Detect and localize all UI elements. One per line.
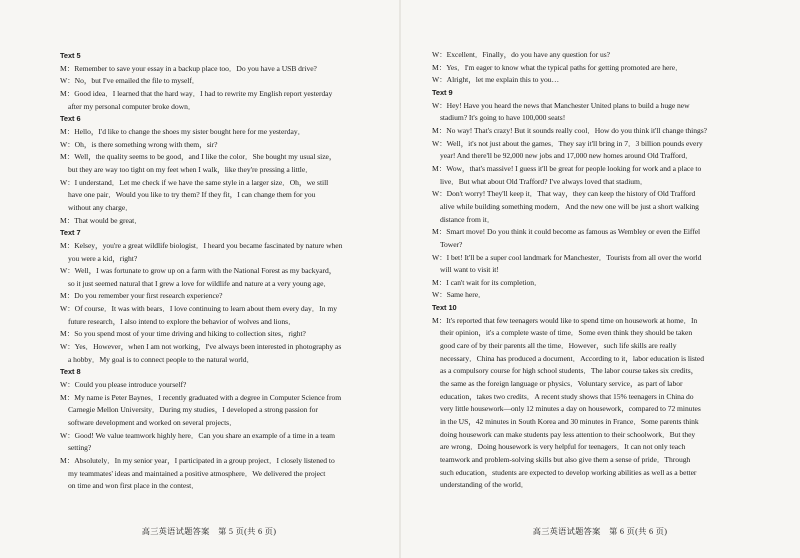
transcript-line: their opinion，it's a complete waste of time．Some even think they should be taken xyxy=(440,328,693,338)
transcript-line: M：Do you remember your first research experience? xyxy=(60,291,223,301)
transcript-line: education，takes two credits．A recent study shows that 15% teenagers in China do xyxy=(440,391,694,401)
right-page-footer: 高三英语试题答案 第 6 页(共 6 页) xyxy=(532,527,668,536)
transcript-line: W：Alright，let me explain this to you… xyxy=(432,75,560,85)
transcript-line: understanding of the world． xyxy=(440,480,529,490)
transcript-line: M：No way! That's crazy! But it sounds really cool．How do you think it'll change things? xyxy=(432,125,707,135)
transcript-line: the same as the foreign language or physics．Voluntary service，as part of labor xyxy=(440,379,683,389)
transcript-line: M：Good idea．I learned that the hard way．I had to rewrite my English report yesterday xyxy=(60,88,333,98)
transcript-line: my teammates' ideas and maintained a positive atmosphere．We delivered the project xyxy=(68,468,326,478)
transcript-line: live．But what about Old Trafford? I've always loved that stadium． xyxy=(440,176,648,186)
transcript-line: M：I can't wait for its completion． xyxy=(432,277,542,287)
transcript-line: setting? xyxy=(68,443,92,453)
right-page xyxy=(400,0,800,558)
transcript-line: good care of by their parents all the time．However，such life skills are really xyxy=(440,341,677,351)
transcript-line: M：That would be great． xyxy=(60,215,142,225)
transcript-line: W：I understand．Let me check if we have the same style in a larger size．Oh，we still xyxy=(60,177,329,187)
transcript-line: M：It's reported that few teenagers would like to spend time on housework at home．In xyxy=(432,315,698,325)
transcript-line: W：Yes．However，when I am not working，I've always been interested in photography as xyxy=(60,342,342,352)
transcript-line: M：Hello，I'd like to change the shoes my sister bought here for me yesterday． xyxy=(60,126,306,136)
transcript-line: will want to visit it! xyxy=(440,265,499,275)
transcript-line: W：Oh，is there something wrong with them，sir? xyxy=(60,139,218,149)
section-heading: Text 7 xyxy=(60,228,81,238)
transcript-line: M：Remember to save your essay in a backup place too．Do you have a USB drive? xyxy=(60,63,317,73)
transcript-line: distance from it． xyxy=(440,214,495,224)
transcript-line: M：Smart move! Do you think it could become as famous as Wembley or even the Eiffel xyxy=(432,227,701,237)
transcript-line: M：My name is Peter Baynes．I recently graduated with a degree in Computer Science from xyxy=(60,392,342,402)
right-page-text xyxy=(432,49,764,492)
transcript-line: in the US，42 minutes in South Korea and 30 minutes in France．Some parents think xyxy=(440,417,699,427)
transcript-line: such education，students are expected to develop working abilities as well as a better xyxy=(440,467,697,477)
transcript-line: W：Excellent．Finally，do you have any question for us? xyxy=(432,50,610,59)
transcript-line: W：Well，it's not just about the games．They say it'll bring in 7．3 billion pounds every xyxy=(432,138,703,148)
transcript-line: W：Hey! Have you heard the news that Manchester United plans to build a huge new xyxy=(432,100,690,110)
transcript-line: are wrong．Doing housework is very helpful for teenagers．It can not only teach xyxy=(440,442,686,452)
left-page-footer: 高三英语试题答案 第 5 页(共 6 页) xyxy=(141,527,277,536)
transcript-line: M：Kelsey，you're a great wildlife biologist．I heard you became fascinated by nature when xyxy=(60,240,343,250)
transcript-line: as a compulsory course for high school students．The labor course takes six credits， xyxy=(440,366,699,376)
transcript-line: future research，I also intend to explore the behavior of wolves and lions． xyxy=(68,316,296,326)
transcript-line: Carnegie Mellon University．During my studies，I developed a strong passion for xyxy=(68,405,318,415)
transcript-line: W：No，but I've emailed the file to myself． xyxy=(60,76,200,86)
transcript-line: but they are way too tight on my feet when I walk，like they're pressing a little． xyxy=(68,164,313,174)
transcript-line: W：Good! We value teamwork highly here．Can you share an example of a time in a team xyxy=(60,430,335,440)
transcript-line: very little housework—only 12 minutes a day on housework，compared to 72 minutes xyxy=(440,404,701,414)
transcript-line: alive while building something modern．And the new one will be just a short walking xyxy=(440,201,699,211)
transcript-line: so it just seemed natural that I grew a love for wildlife and nature at a very young age． xyxy=(68,278,331,288)
transcript-line: W：Of course．It was with bears．I love continuing to learn about them every day．In my xyxy=(60,304,337,314)
transcript-line: after my personal computer broke down． xyxy=(68,101,196,111)
transcript-line: Tower? xyxy=(440,239,463,249)
transcript-line: W：Don't worry! They'll keep it．That way，they can keep the history of Old Trafford xyxy=(432,189,696,199)
transcript-line: W：I bet! It'll be a super cool landmark for Manchester．Tourists from all over the world xyxy=(432,252,702,262)
transcript-line: M：Well，the quality seems to be good，and I like the color．She bought my usual size， xyxy=(60,152,337,162)
transcript-line: M：Absolutely．In my senior year，I participated in a group project．I closely listened to xyxy=(60,456,335,465)
transcript-line: doing housework can make students pay less attention to their schoolwork．But they xyxy=(440,429,696,439)
transcript-line: you were a kid，right? xyxy=(68,253,138,263)
transcript-line: on time and won first place in the contest． xyxy=(68,481,199,491)
transcript-line: software development and worked on several projects． xyxy=(68,418,237,428)
transcript-line: W：Could you please introduce yourself? xyxy=(60,380,187,390)
transcript-line: M：Yes．I'm eager to know what the typical paths for getting promoted are here． xyxy=(432,62,683,72)
transcript-line: have one pair．Would you like to try them? If they fit，I can change them for you xyxy=(68,190,316,200)
section-heading: Text 6 xyxy=(60,114,81,124)
section-heading: Text 10 xyxy=(432,303,457,313)
transcript-line: M：Wow，that's massive! I guess it'll be great for people looking for work and a place to xyxy=(432,163,702,173)
transcript-line: W：Same here． xyxy=(432,290,486,300)
transcript-line: year! And there'll be 92,000 new jobs and 17,000 new homes around Old Trafford． xyxy=(440,151,693,161)
transcript-line: without any charge． xyxy=(68,202,133,212)
transcript-line: stadium? It's going to have 100,000 seats! xyxy=(440,113,566,123)
transcript-line: necessary．China has produced a document．According to it，labor education is listed xyxy=(440,353,704,363)
transcript-line: teamwork and problem-solving skills but also give them a sense of pride．Through xyxy=(440,455,691,464)
section-heading: Text 8 xyxy=(60,367,81,377)
left-page-text xyxy=(60,50,376,493)
transcript-line: a hobby．My goal is to connect people to the natural world． xyxy=(68,354,255,364)
transcript-line: M：So you spend most of your time driving and hiking to collection sites，right? xyxy=(60,329,306,339)
section-heading: Text 9 xyxy=(432,87,453,97)
transcript-line: W：Well，I was fortunate to grow up on a farm with the National Forest as my backyard， xyxy=(60,266,337,276)
section-heading: Text 5 xyxy=(60,51,81,60)
